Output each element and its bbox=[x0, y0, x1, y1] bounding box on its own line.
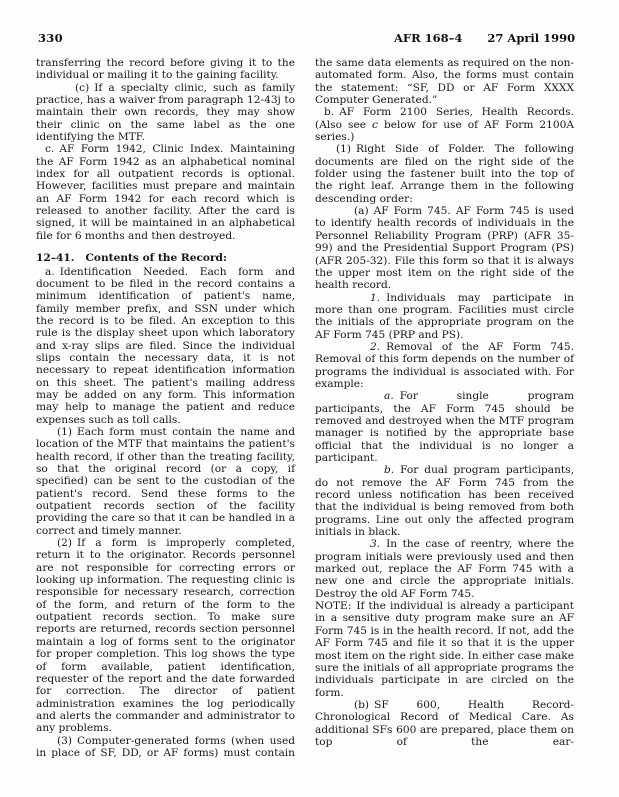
paragraph bbox=[315, 538, 574, 600]
section-heading bbox=[36, 252, 295, 264]
paragraph bbox=[315, 699, 574, 748]
paragraph bbox=[36, 266, 295, 426]
paragraph-marker: c. bbox=[45, 143, 55, 156]
publication-date: 27 April 1990 bbox=[487, 31, 576, 45]
paragraph-marker: (1) bbox=[57, 425, 73, 438]
text-run: In the case of reentry, where the program initials were previously used and then marked out, replace the AF Form 745 with a new one and circle the appropriate initials. Destroy the old AF Form 745. bbox=[315, 538, 574, 600]
text-run: SF 600, Health Record-Chronological Record of Medical Care. As additional SFs 600 are prepared, place them on top of the ear- bbox=[315, 698, 574, 748]
text-run: For single program participants, the AF Form 745 should be removed and destroyed when the MTF program manager is notified by the appropriate base official that the individual is no longer a participant. bbox=[315, 390, 574, 464]
paragraph bbox=[36, 537, 295, 735]
text-run: If a form is improperly completed, return it to the originator. Records personnel are not responsible for correcting errors or looking up information. The requesting clinic is responsible for necessary research, correction of the form, and return of the form to the outpatient records section. To make sure reports are returned, records section personnel maintain a log of forms sent to the originator for proper completion. This log shows the type of form available, patient identification, requester of the report and the date forwarded for correction. The director of patient administration examines the log periodically and alerts the commander and administrator to any problems. bbox=[36, 537, 295, 735]
paragraph-marker: 3. bbox=[370, 538, 381, 551]
paragraph bbox=[36, 82, 295, 144]
paragraph bbox=[315, 292, 574, 341]
left-column bbox=[36, 57, 295, 759]
right-column bbox=[315, 57, 574, 759]
paragraph-marker: (2) bbox=[57, 537, 73, 550]
text-run: Contents of the Record: bbox=[85, 252, 227, 265]
text-run: Removal of the AF Form 745. Removal of this form depends on the number of programs the individual is associated with. For example: bbox=[315, 340, 574, 390]
paragraph bbox=[36, 143, 295, 242]
paragraph bbox=[36, 426, 295, 537]
paragraph bbox=[315, 390, 574, 464]
text-columns bbox=[36, 57, 574, 759]
text-run: Computer-generated forms (when used in place of SF, DD, or AF forms) must contain bbox=[36, 734, 295, 759]
text-run: If a specialty clinic, such as family practice, has a waiver from paragraph 12-43j to maintain their own records, they may show their clinic on the same label as the one identifying the MTF. bbox=[36, 81, 295, 144]
paragraph bbox=[315, 205, 574, 291]
page-number: 330 bbox=[38, 31, 63, 45]
paragraph-marker: NOTE: bbox=[315, 600, 352, 613]
paragraph bbox=[315, 341, 574, 390]
text-run: If the individual is already a participant in a sensitive duty program make sure an AF Form 745 is in the health record. If not, add the AF Form 745 and file it so that it is the upper most item on the right side. In either case make sure the initials of all appropriate programs the individuals participate in are circled on the form. bbox=[315, 600, 574, 699]
paragraph-marker: 12–41. bbox=[36, 252, 75, 265]
text-run: AF Form 2100 Series, Health Records. (Also see bbox=[315, 106, 574, 131]
paragraph-marker: a. bbox=[45, 265, 55, 278]
text-run: AF Form 745. AF Form 745 is used to identify health records of individuals in the Personnel Reliability Program (PRP) (AFR 35-99) and the Presidential Support Program (PS) (AFR 205-32). File this form so that it is always the upper most item on the right side of the health record. bbox=[315, 205, 574, 292]
text-run: Each form must contain the name and location of the MTF that maintains the patient's health record, if other than the treating facility, so that the original record (or a copy, if specified) can be sent to the custodian of the patient's record. Send these forms to the outpatient records section of the facility providing the care so that it can be handled in a correct and timely manner. bbox=[36, 425, 295, 537]
publication-id: AFR 168–4 bbox=[394, 31, 463, 45]
note-paragraph bbox=[315, 600, 574, 699]
text-run: AF Form 1942, Clinic Index. Maintaining the AF Form 1942 as an alphabetical nominal index for all outpatient records is optional. However, facilities must prepare and maintain an AF Form 1942 for each record which is released to another facility. After the card is signed, it will be maintained in an alphabetical file for 6 months and then destroyed. bbox=[36, 143, 295, 242]
paragraph-marker: (b) bbox=[354, 698, 370, 711]
text-run: the same data elements as required on the non-automated form. Also, the forms must contain the statement: “SF, DD or AF Form XXXX Computer Generated.” bbox=[315, 57, 574, 107]
paragraph bbox=[315, 464, 574, 538]
text-run: Individuals may participate in more than one program. Facilities must circle the initials of the appropriate program on the AF Form 745 (PRP and PS). bbox=[315, 291, 574, 341]
text-run: below for use of AF Form 2100A series.) bbox=[315, 118, 574, 144]
text-run: Right Side of Folder. The following documents are filed on the right side of the folder using the fastener built into the top of the right leaf. Arrange them in the following descending order: bbox=[315, 143, 574, 205]
text-run: c bbox=[372, 118, 378, 131]
paragraph-marker: a. bbox=[384, 390, 394, 403]
paragraph-marker: 2. bbox=[370, 340, 381, 353]
paragraph-marker: b. bbox=[384, 464, 395, 477]
paragraph-marker: (a) bbox=[354, 205, 369, 218]
paragraph-marker: b. bbox=[324, 106, 335, 119]
paragraph bbox=[36, 57, 295, 82]
page-header bbox=[38, 31, 585, 47]
text-run: Identification Needed. Each form and document to be filed in the record contains a minimum identification of patient's name, family member prefix, and SSN under which the record is to be filed. An exception to this rule is the display sheet upon which laboratory and x-ray slips are filed. Since the individual slips contain the necessary data, it is not necessary to repeat identification information on this sheet. The patient's mailing address may be added on any form. This information may help to manage the patient and reduce expenses such as toll calls. bbox=[36, 265, 295, 426]
header-right-group bbox=[394, 31, 575, 45]
paragraph bbox=[315, 143, 574, 205]
paragraph-marker: (c) bbox=[75, 81, 90, 94]
paragraph-marker: (1) bbox=[336, 143, 352, 156]
paragraph-marker: (3) bbox=[57, 734, 73, 747]
paragraph-marker: 1. bbox=[370, 291, 381, 304]
text-run: For dual program participants, do not remove the AF Form 745 from the record unless notification has been received that the individual is being removed from both programs. Line out only the affected program initials in black. bbox=[315, 464, 574, 539]
text-run: transferring the record before giving it to the individual or mailing it to the gaining facility. bbox=[36, 57, 295, 82]
paragraph bbox=[36, 735, 295, 760]
paragraph bbox=[315, 106, 574, 143]
paragraph bbox=[315, 57, 574, 106]
